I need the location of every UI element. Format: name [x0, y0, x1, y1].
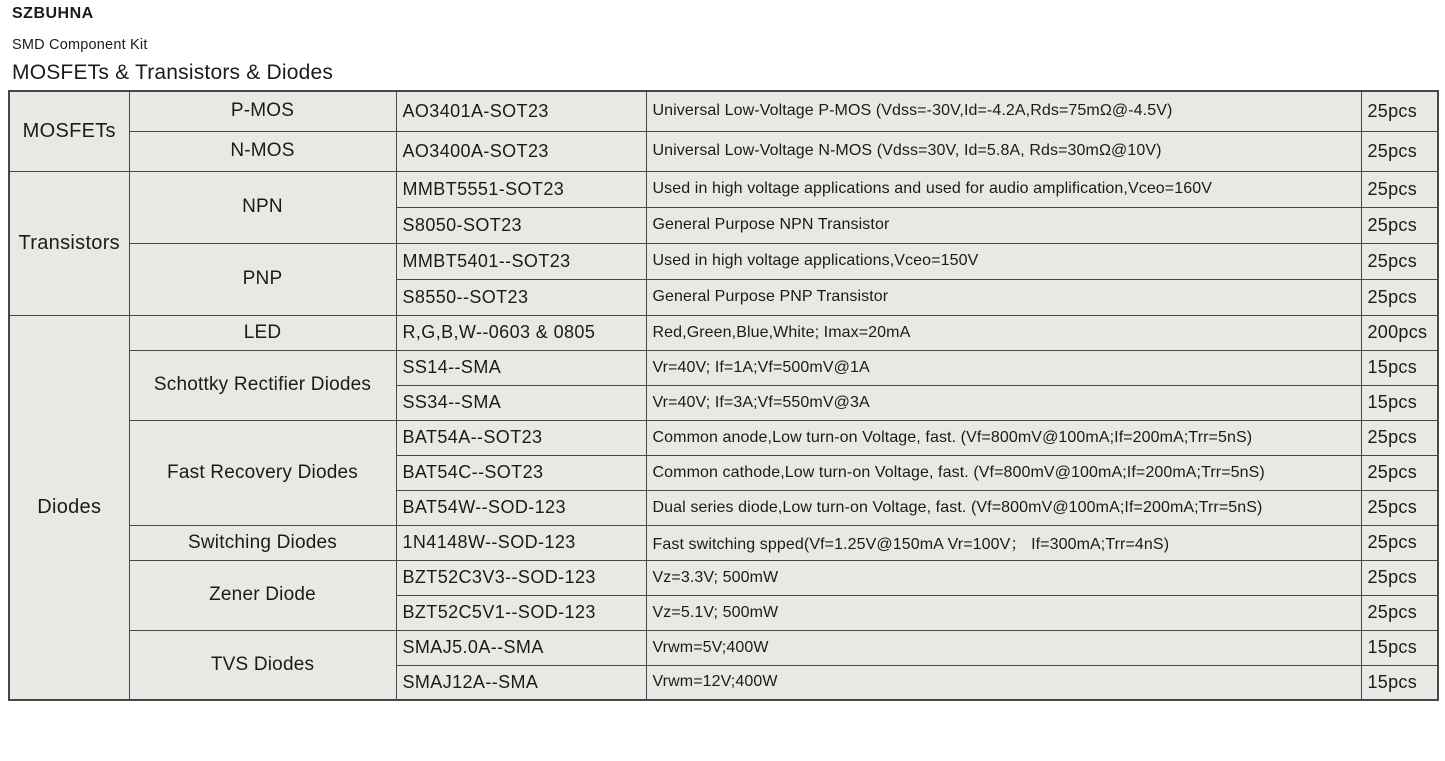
- part-number-cell: SMAJ5.0A--SMA: [396, 630, 646, 665]
- subtype-cell: TVS Diodes: [129, 630, 396, 700]
- part-number-cell: BZT52C5V1--SOD-123: [396, 595, 646, 630]
- table-row: [9, 171, 1438, 207]
- subtype-cell: NPN: [129, 171, 396, 243]
- part-number-cell: S8550--SOT23: [396, 279, 646, 315]
- description-cell: Vrwm=12V;400W: [646, 665, 1361, 700]
- quantity-cell: 25pcs: [1361, 525, 1438, 560]
- quantity-cell: 25pcs: [1361, 595, 1438, 630]
- table-row: [9, 315, 1438, 350]
- description-cell: Common cathode,Low turn-on Voltage, fast. (Vf=800mV@100mA;If=200mA;Trr=5nS): [646, 455, 1361, 490]
- category-cell: MOSFETs: [9, 91, 129, 171]
- category-cell: Transistors: [9, 171, 129, 315]
- description-cell: Universal Low-Voltage N-MOS (Vdss=30V, Id=5.8A, Rds=30mΩ@10V): [646, 131, 1361, 171]
- quantity-cell: 15pcs: [1361, 665, 1438, 700]
- component-table: [8, 90, 1439, 701]
- part-number-cell: SMAJ12A--SMA: [396, 665, 646, 700]
- subtype-cell: LED: [129, 315, 396, 350]
- description-cell: Vr=40V; If=3A;Vf=550mV@3A: [646, 385, 1361, 420]
- quantity-cell: 200pcs: [1361, 315, 1438, 350]
- description-cell: Vz=5.1V; 500mW: [646, 595, 1361, 630]
- table-row: [9, 243, 1438, 279]
- quantity-cell: 25pcs: [1361, 420, 1438, 455]
- brand-title: SZBUHNA: [12, 5, 94, 22]
- table-row: [9, 420, 1438, 455]
- description-cell: Dual series diode,Low turn-on Voltage, fast. (Vf=800mV@100mA;If=200mA;Trr=5nS): [646, 490, 1361, 525]
- part-number-cell: BAT54C--SOT23: [396, 455, 646, 490]
- description-cell: Universal Low-Voltage P-MOS (Vdss=-30V,Id=-4.2A,Rds=75mΩ@-4.5V): [646, 91, 1361, 131]
- description-cell: Red,Green,Blue,White; Imax=20mA: [646, 315, 1361, 350]
- quantity-cell: 25pcs: [1361, 171, 1438, 207]
- description-cell: Used in high voltage applications,Vceo=150V: [646, 243, 1361, 279]
- quantity-cell: 25pcs: [1361, 243, 1438, 279]
- category-cell: Diodes: [9, 315, 129, 700]
- part-number-cell: SS34--SMA: [396, 385, 646, 420]
- description-cell: Fast switching spped(Vf=1.25V@150mA Vr=100V； If=300mA;Trr=4nS): [646, 525, 1361, 560]
- part-number-cell: BAT54A--SOT23: [396, 420, 646, 455]
- subtype-cell: Switching Diodes: [129, 525, 396, 560]
- subtype-cell: N-MOS: [129, 131, 396, 171]
- table-row: [9, 630, 1438, 665]
- description-cell: Vrwm=5V;400W: [646, 630, 1361, 665]
- part-number-cell: S8050-SOT23: [396, 207, 646, 243]
- table-row: [9, 560, 1438, 595]
- part-number-cell: BZT52C3V3--SOD-123: [396, 560, 646, 595]
- quantity-cell: 25pcs: [1361, 91, 1438, 131]
- description-cell: Used in high voltage applications and used for audio amplification,Vceo=160V: [646, 171, 1361, 207]
- subtype-cell: Schottky Rectifier Diodes: [129, 350, 396, 420]
- part-number-cell: SS14--SMA: [396, 350, 646, 385]
- kit-subtitle: SMD Component Kit: [12, 37, 148, 53]
- part-number-cell: BAT54W--SOD-123: [396, 490, 646, 525]
- quantity-cell: 15pcs: [1361, 630, 1438, 665]
- description-cell: General Purpose PNP Transistor: [646, 279, 1361, 315]
- part-number-cell: 1N4148W--SOD-123: [396, 525, 646, 560]
- part-number-cell: MMBT5551-SOT23: [396, 171, 646, 207]
- quantity-cell: 25pcs: [1361, 207, 1438, 243]
- subtype-cell: Zener Diode: [129, 560, 396, 630]
- quantity-cell: 25pcs: [1361, 455, 1438, 490]
- description-cell: Common anode,Low turn-on Voltage, fast. (Vf=800mV@100mA;If=200mA;Trr=5nS): [646, 420, 1361, 455]
- subtype-cell: Fast Recovery Diodes: [129, 420, 396, 525]
- table-row: [9, 91, 1438, 131]
- quantity-cell: 25pcs: [1361, 131, 1438, 171]
- part-number-cell: R,G,B,W--0603 & 0805: [396, 315, 646, 350]
- description-cell: Vr=40V; If=1A;Vf=500mV@1A: [646, 350, 1361, 385]
- quantity-cell: 15pcs: [1361, 350, 1438, 385]
- description-cell: Vz=3.3V; 500mW: [646, 560, 1361, 595]
- part-number-cell: AO3400A-SOT23: [396, 131, 646, 171]
- quantity-cell: 25pcs: [1361, 279, 1438, 315]
- table-row: [9, 131, 1438, 171]
- component-table-body: [9, 91, 1438, 700]
- quantity-cell: 25pcs: [1361, 490, 1438, 525]
- quantity-cell: 15pcs: [1361, 385, 1438, 420]
- subtype-cell: P-MOS: [129, 91, 396, 131]
- description-cell: General Purpose NPN Transistor: [646, 207, 1361, 243]
- part-number-cell: AO3401A-SOT23: [396, 91, 646, 131]
- table-row: [9, 525, 1438, 560]
- table-row: [9, 350, 1438, 385]
- part-number-cell: MMBT5401--SOT23: [396, 243, 646, 279]
- quantity-cell: 25pcs: [1361, 560, 1438, 595]
- subtype-cell: PNP: [129, 243, 396, 315]
- table-title: MOSFETs & Transistors & Diodes: [12, 61, 334, 84]
